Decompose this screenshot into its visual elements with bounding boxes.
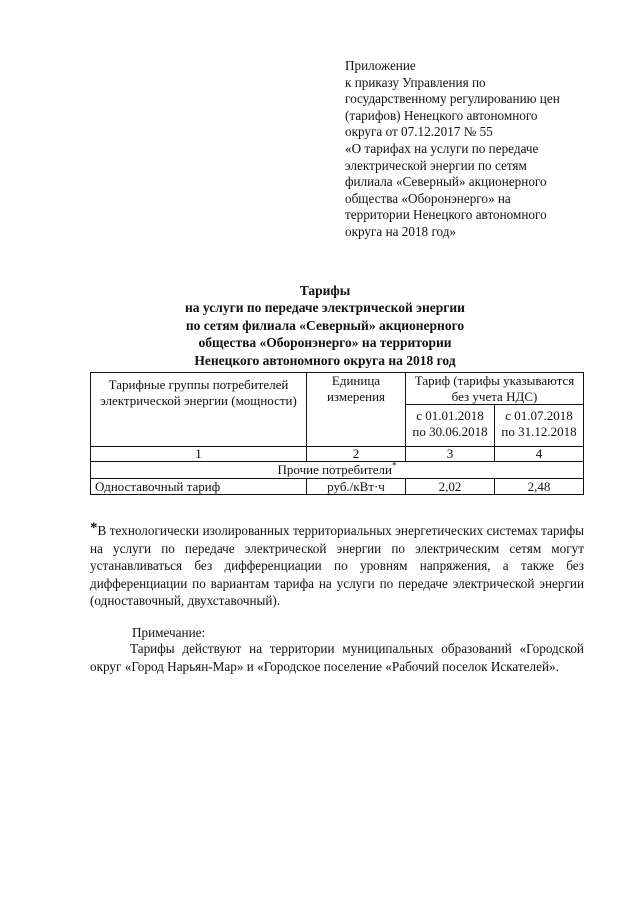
- appendix-line: филиала «Северный» акционерного: [345, 174, 547, 190]
- column-number: 1: [91, 447, 307, 462]
- note-text: Тарифы действуют на территории муниципальных образований «Городской округ «Город Нарьян-Мар» и «Городское поселение «Рабочий поселок Искателей».: [90, 641, 584, 674]
- appendix-line: общества «Оборонэнерго» на: [345, 190, 511, 206]
- appendix-block: [345, 58, 595, 241]
- tariff-value-period-1: 2,02: [406, 478, 495, 495]
- title-line: по сетям филиала «Северный» акционерного: [185, 317, 465, 333]
- table-row: [91, 478, 584, 495]
- title-line: общества «Оборонэнерго» на территории: [198, 335, 452, 351]
- document-title: [150, 282, 500, 369]
- appendix-line: округа на 2018 год»: [345, 223, 457, 239]
- title-line: Тарифы: [299, 283, 351, 298]
- header-period-1: с 01.01.2018 по 30.06.2018: [406, 405, 495, 447]
- header-tariff: Тариф (тарифы указываются без учета НДС): [406, 373, 584, 405]
- category-cell: [91, 462, 584, 479]
- appendix-line: (тарифов) Ненецкого автономного: [345, 107, 538, 123]
- appendix-line: Приложение: [345, 58, 416, 73]
- tariff-name: Одноставочный тариф: [91, 478, 307, 495]
- header-unit: Единица измерения: [307, 373, 406, 447]
- header-consumer-groups: Тарифные группы потребителей электрической энергии (мощности): [91, 373, 307, 447]
- appendix-line: «О тарифах на услуги по передаче: [345, 140, 539, 156]
- category-footnote-mark: *: [391, 460, 397, 471]
- title-line: Ненецкого автономного округа на 2018 год: [194, 352, 456, 368]
- header-period-2: с 01.07.2018 по 31.12.2018: [495, 405, 584, 447]
- appendix-line: государственному регулированию цен: [345, 91, 560, 107]
- column-number: 3: [406, 447, 495, 462]
- appendix-line: территории Ненецкого автономного: [345, 207, 547, 223]
- appendix-line: округа от 07.12.2017 № 55: [345, 124, 493, 140]
- note-label: Примечание:: [132, 625, 206, 640]
- title-line: на услуги по передаче электрической энергии: [185, 300, 465, 316]
- column-number: 4: [495, 447, 584, 462]
- category-label: Прочие потребители: [277, 462, 392, 477]
- table-column-numbers-row: [91, 447, 584, 462]
- appendix-line: электрической энергии по сетям: [345, 157, 527, 173]
- tariff-table: [90, 372, 584, 495]
- footnote: [90, 522, 584, 610]
- appendix-line: к приказу Управления по: [345, 74, 486, 90]
- tariff-unit: руб./кВт·ч: [307, 478, 406, 495]
- table-header-row: [91, 373, 584, 405]
- tariff-value-period-2: 2,48: [495, 478, 584, 495]
- column-number: 2: [307, 447, 406, 462]
- table-category-row: [91, 462, 584, 479]
- footnote-mark: *: [90, 520, 98, 536]
- footnote-text: В технологически изолированных территориальных энергетических системах тарифы на услуги по передаче электрической энергии по электрическим сетям могут устанавливаться без дифференциации по уровням напряжения, а также без дифференциации по вариантам тарифа на услуги по передаче электрической энергии (одноставочный, двухставочный).: [90, 523, 584, 608]
